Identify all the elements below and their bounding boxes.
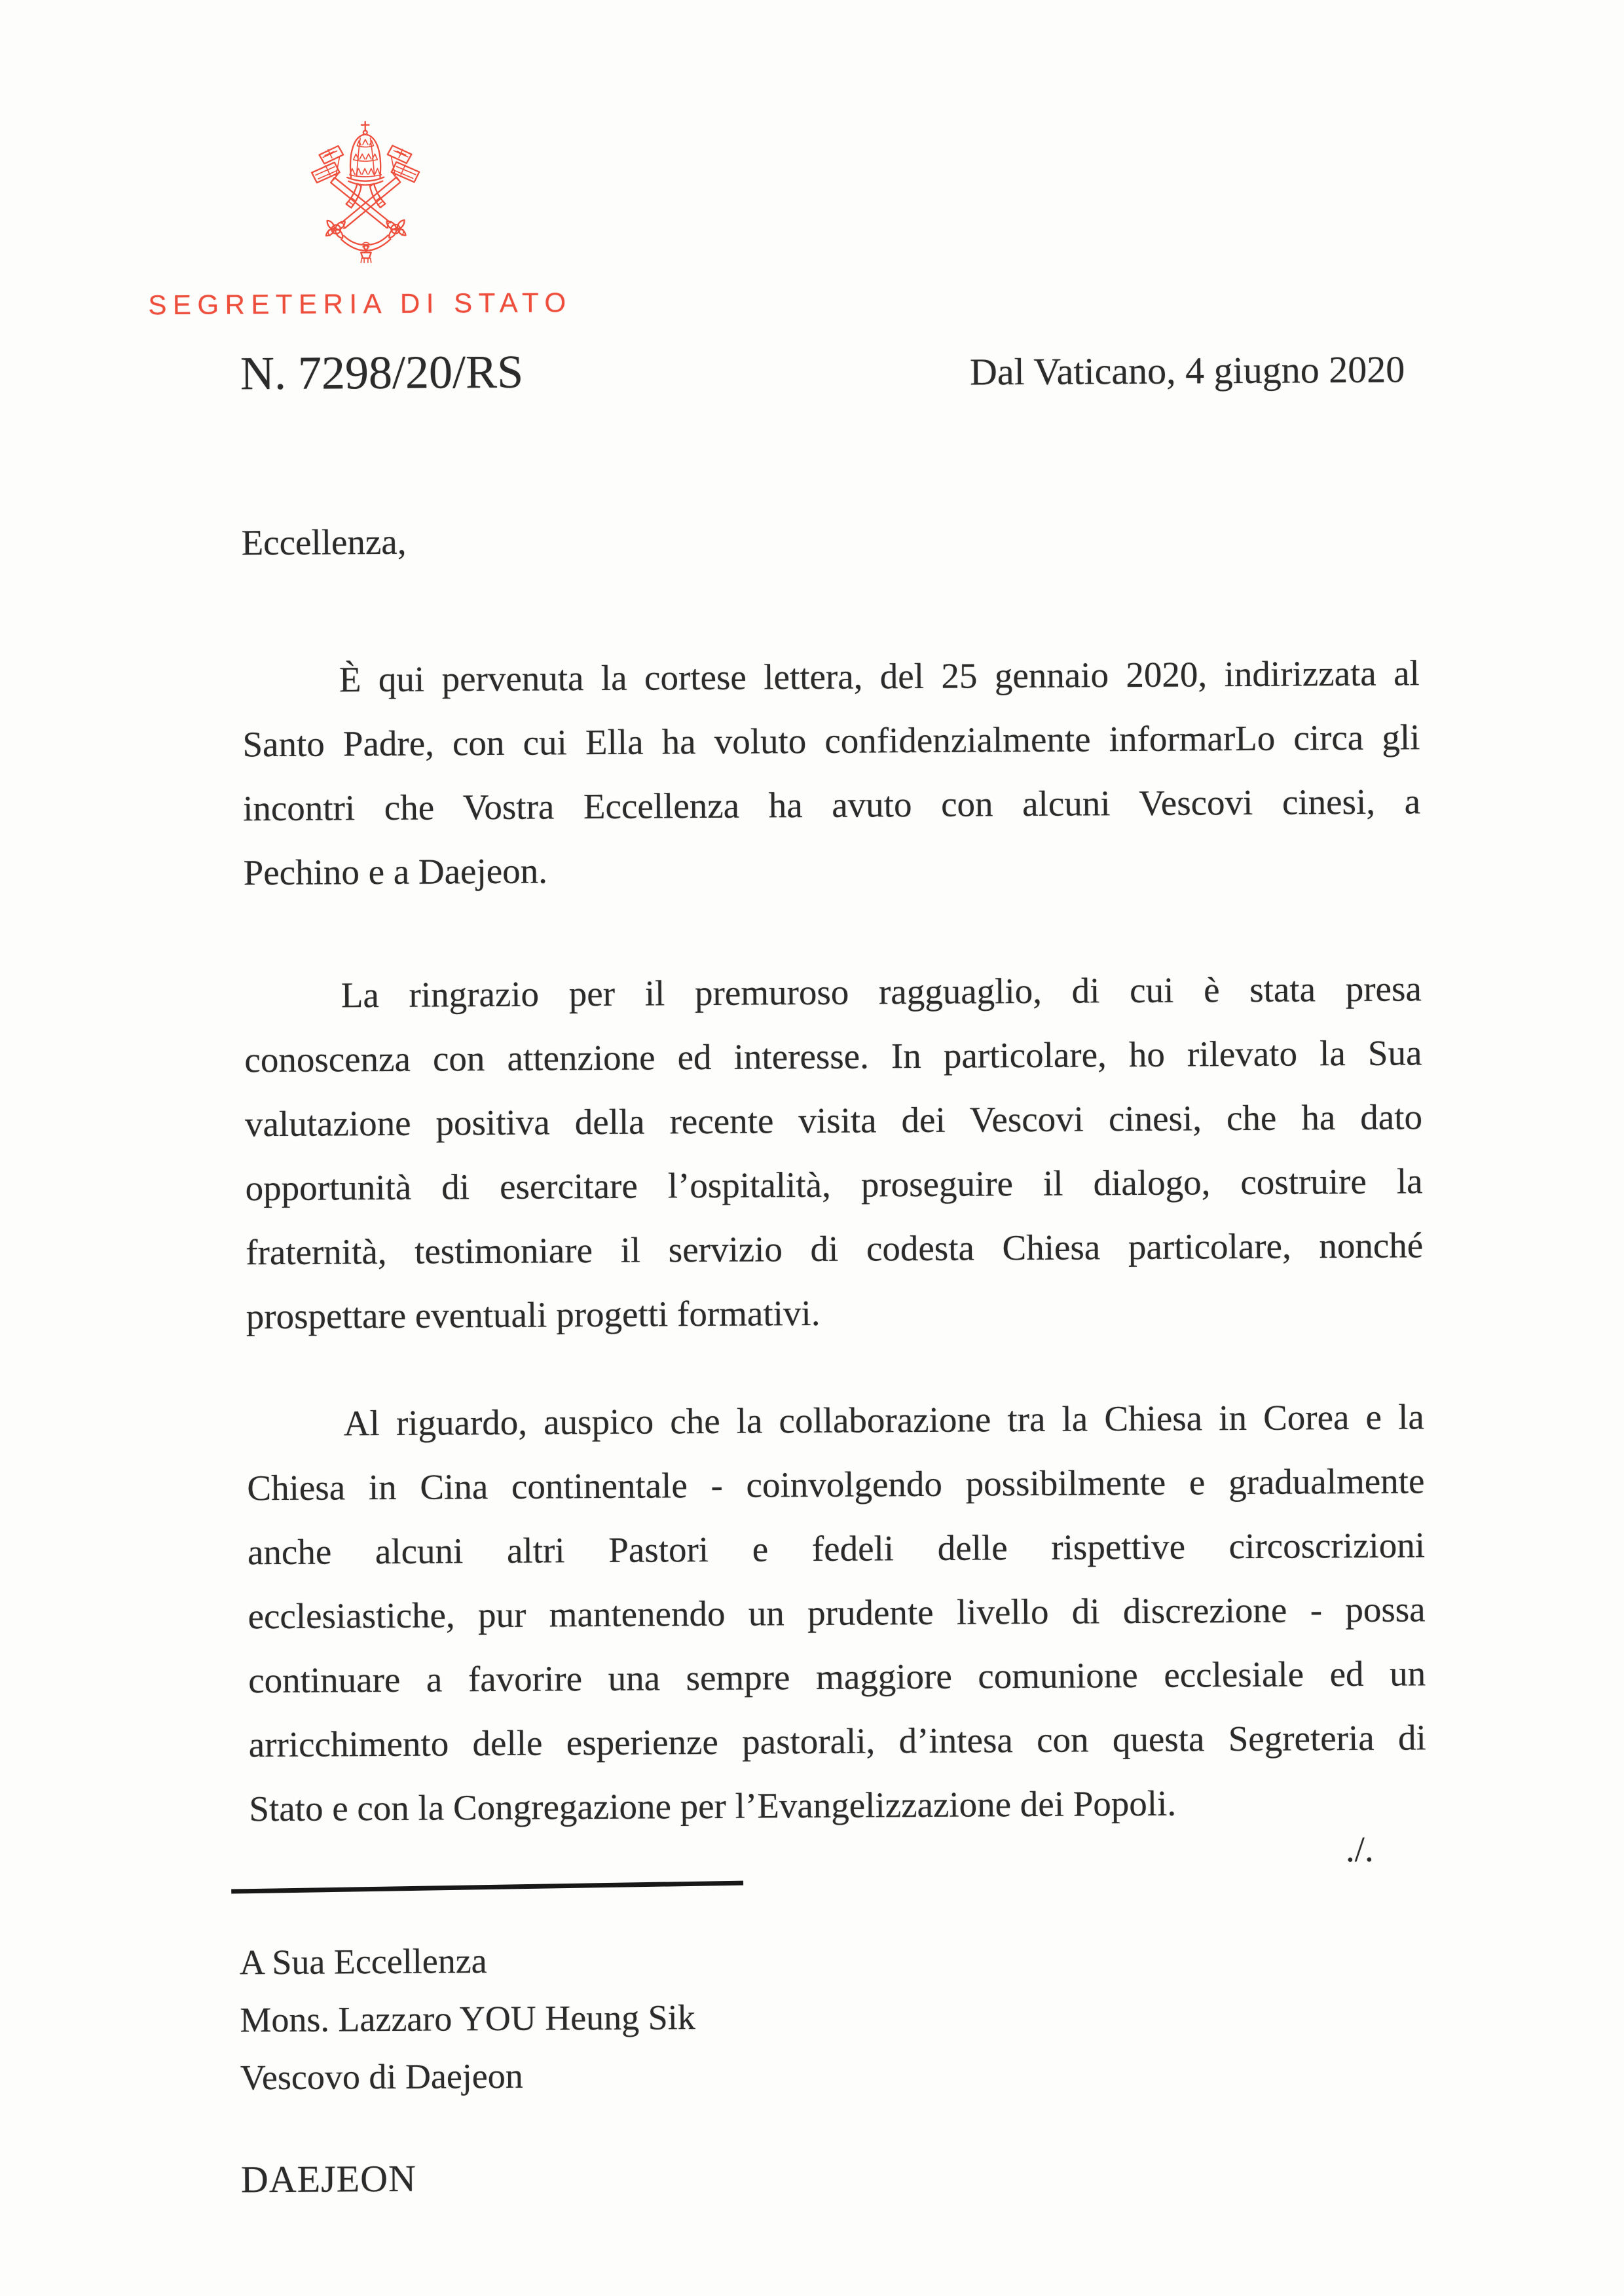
text-line: Chiesa in Cina continentale - coinvolgendo possibilmente e gradualmente	[247, 1461, 1425, 1508]
paragraph	[247, 1385, 1427, 1841]
text-line: prospettare eventuali progetti formativi.	[246, 1292, 821, 1337]
text-line: È qui pervenuta la cortese lettera, del 25 gennaio 2020, indirizzata al	[339, 653, 1420, 700]
paragraph	[242, 641, 1421, 905]
place-dateline: Dal Vaticano, 4 giugno 2020	[969, 348, 1405, 393]
text-line: conoscenza con attenzione ed interesse. In particolare, ho rilevato la Sua	[244, 1032, 1422, 1080]
salutation: Eccellenza,	[241, 521, 407, 563]
recipient-city: DAEJEON	[240, 2157, 417, 2201]
protocol-number: N. 7298/20/RS	[240, 345, 524, 400]
recipient-block	[240, 1931, 696, 2106]
text-line: ecclesiastiche, pur mantenendo un prudente livello di discrezione - possa	[248, 1589, 1426, 1637]
text-line: Pechino e a Daejeon.	[243, 850, 548, 893]
paragraph	[244, 957, 1424, 1349]
text-line: Al riguardo, auspico che la collaborazione tra la Chiesa in Corea e la	[343, 1396, 1424, 1444]
letter-body	[242, 641, 1428, 1900]
text-line: fraternità, testimoniare il servizio di codesta Chiesa particolare, nonché	[246, 1225, 1424, 1273]
text-line: opportunità di esercitare l’ospitalità, proseguire il dialogo, costruire la	[245, 1161, 1423, 1209]
text-line: anche alcuni altri Pastori e fedeli delle rispettive circoscrizioni	[247, 1525, 1426, 1573]
text-line: valutazione positiva della recente visita dei Vescovi cinesi, che ha dato	[244, 1097, 1423, 1144]
text-line: Stato e con la Congregazione per l’Evangelizzazione dei Popoli.	[249, 1783, 1177, 1829]
text-line: Santo Padre, con cui Ella ha voluto confidenzialmente informarLo circa gli	[242, 717, 1420, 765]
vatican-papal-crest-icon	[306, 118, 426, 264]
letterhead-title: SEGRETERIA DI STATO	[148, 287, 572, 321]
text-line: Mons. Lazzaro YOU Heung Sik	[240, 1997, 695, 2040]
text-line: Vescovo di Daejeon	[240, 2056, 523, 2098]
continuation-mark: ./.	[1345, 1829, 1374, 1870]
text-line: La ringrazio per il premuroso ragguaglio, di cui è stata presa	[341, 968, 1422, 1015]
text-line: A Sua Eccellenza	[239, 1941, 487, 1982]
text-line: arricchimento delle esperienze pastorali, d’intesa con questa Segreteria di	[248, 1717, 1426, 1765]
text-line: continuare a favorire una sempre maggiore comunione ecclesiale ed un	[248, 1653, 1426, 1701]
text-line: incontri che Vostra Eccellenza ha avuto con alcuni Vescovi cinesi, a	[242, 781, 1421, 829]
